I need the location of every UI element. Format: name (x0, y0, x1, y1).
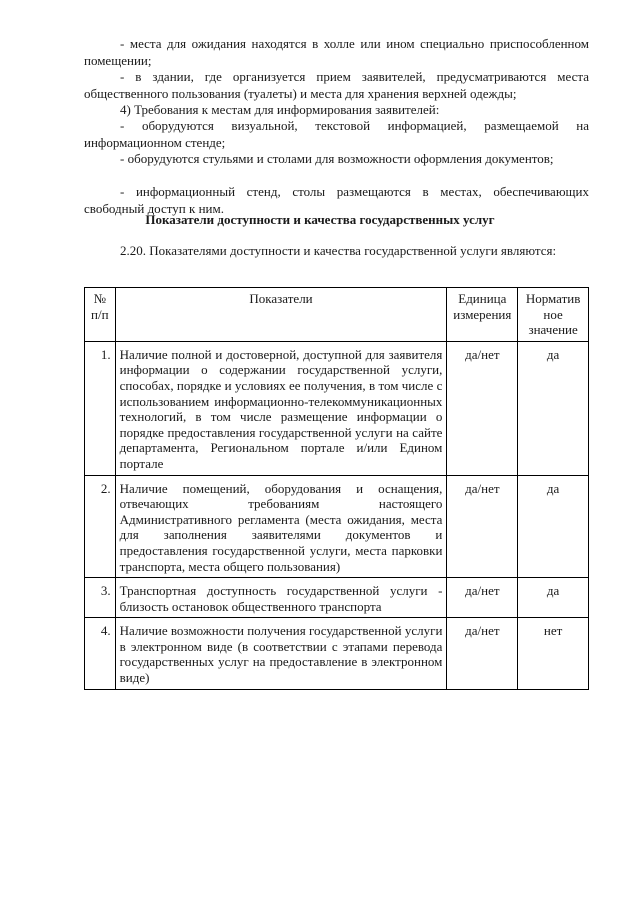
header-indicator: Показатели (115, 288, 447, 342)
paragraph-info-requirements: 4) Требования к местам для информирования заявителей: (120, 102, 440, 117)
header-unit: Единица измерения (447, 288, 518, 342)
row-norm: да (518, 578, 589, 618)
header-number: № п/п (85, 288, 116, 342)
paragraph-public-facilities: - в здании, где организуется прием заявителей, предусматриваются места общественного пользования (туалеты) и места для хранения верхней одежды; (84, 69, 589, 101)
row-unit: да/нет (447, 618, 518, 689)
row-unit: да/нет (447, 341, 518, 475)
row-number: 3. (85, 578, 116, 618)
row-number: 1. (85, 341, 116, 475)
row-indicator: Наличие возможности получения государственной услуги в электронном виде (в соответствии с этапами перевода государственных услуг на предоставление в электронном виде) (115, 618, 447, 689)
paragraph-chairs-tables: - оборудуются стульями и столами для возможности оформления документов; (120, 151, 554, 166)
row-norm: да (518, 475, 589, 578)
row-norm: нет (518, 618, 589, 689)
row-norm: да (518, 341, 589, 475)
intro-paragraph: 2.20. Показателями доступности и качества государственной услуги являются: (120, 243, 557, 258)
indicators-table (84, 287, 589, 690)
paragraph-visual-info: - оборудуются визуальной, текстовой информацией, размещаемой на информационном стенде; (84, 118, 589, 150)
header-norm: Норматив ное значение (518, 288, 589, 342)
table-header-row (85, 288, 589, 342)
table-row (85, 341, 589, 475)
row-unit: да/нет (447, 578, 518, 618)
row-number: 4. (85, 618, 116, 689)
paragraph-waiting-places: - места для ожидания находятся в холле или ином специально приспособленном помещении; (84, 36, 589, 68)
paragraph-free-access: - информационный стенд, столы размещаются в местах, обеспечивающих свободный доступ к ним. (84, 184, 589, 216)
row-number: 2. (85, 475, 116, 578)
table-row (85, 618, 589, 689)
table-row (85, 475, 589, 578)
row-indicator: Наличие полной и достоверной, доступной для заявителя информации о содержании государственной услуги, способах, порядке и условиях ее получения, в том числе с использованием информационно-телекоммуникационных технологий, в том числе размещение информации о порядке предоставления государственной услуги на сайте департамента, Региональном портале и/или Едином портале (115, 341, 447, 475)
row-indicator: Транспортная доступность государственной услуги - близость остановок общественного транспорта (115, 578, 447, 618)
row-indicator: Наличие помещений, оборудования и оснащения, отвечающих требованиям настоящего Административного регламента (места ожидания, места для заполнения заявителями документов и предоставления государственной услуги, места парковки транспорта, места общего пользования) (115, 475, 447, 578)
table-row (85, 578, 589, 618)
row-unit: да/нет (447, 475, 518, 578)
section-heading: Показатели доступности и качества государственных услуг (145, 212, 495, 227)
